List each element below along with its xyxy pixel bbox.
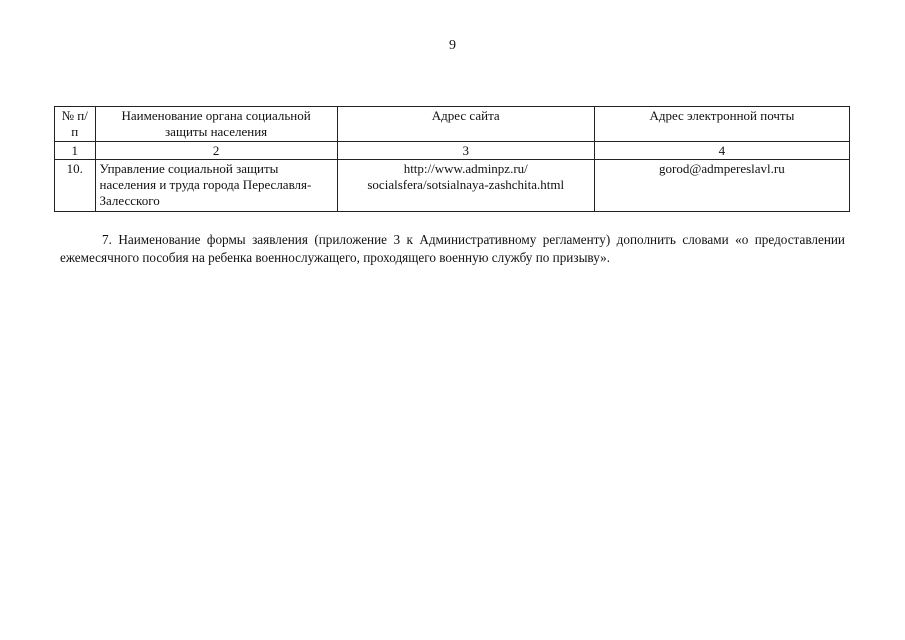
index-cell-3: 3 bbox=[337, 142, 594, 160]
header-email: Адрес электронной почты bbox=[594, 107, 849, 142]
row-organization: Управление социальной защиты населения и труда города Переславля-Залесского bbox=[95, 160, 337, 212]
amendment-paragraph: 7. Наименование формы заявления (приложение 3 к Административному регламенту) дополнить словами «о предоставлении ежемесячного пособия на ребенка военнослужащего, проходящего военную службу по призыву». bbox=[60, 232, 845, 265]
header-number: № п/п bbox=[55, 107, 96, 142]
index-cell-2: 2 bbox=[95, 142, 337, 160]
table-header-row bbox=[55, 107, 850, 142]
agency-table bbox=[54, 106, 850, 212]
row-number: 10. bbox=[55, 160, 96, 212]
table-row bbox=[55, 160, 850, 212]
header-website: Адрес сайта bbox=[337, 107, 594, 142]
page-number: 9 bbox=[449, 38, 456, 53]
header-organization: Наименование органа социальной защиты населения bbox=[95, 107, 337, 142]
row-website-link: http://www.adminpz.ru/ socialsfera/sotsialnaya-zashchita.html bbox=[337, 160, 594, 212]
index-cell-4: 4 bbox=[594, 142, 849, 160]
index-cell-1: 1 bbox=[55, 142, 96, 160]
row-email: gorod@admpereslavl.ru bbox=[594, 160, 849, 212]
table-index-row bbox=[55, 142, 850, 160]
